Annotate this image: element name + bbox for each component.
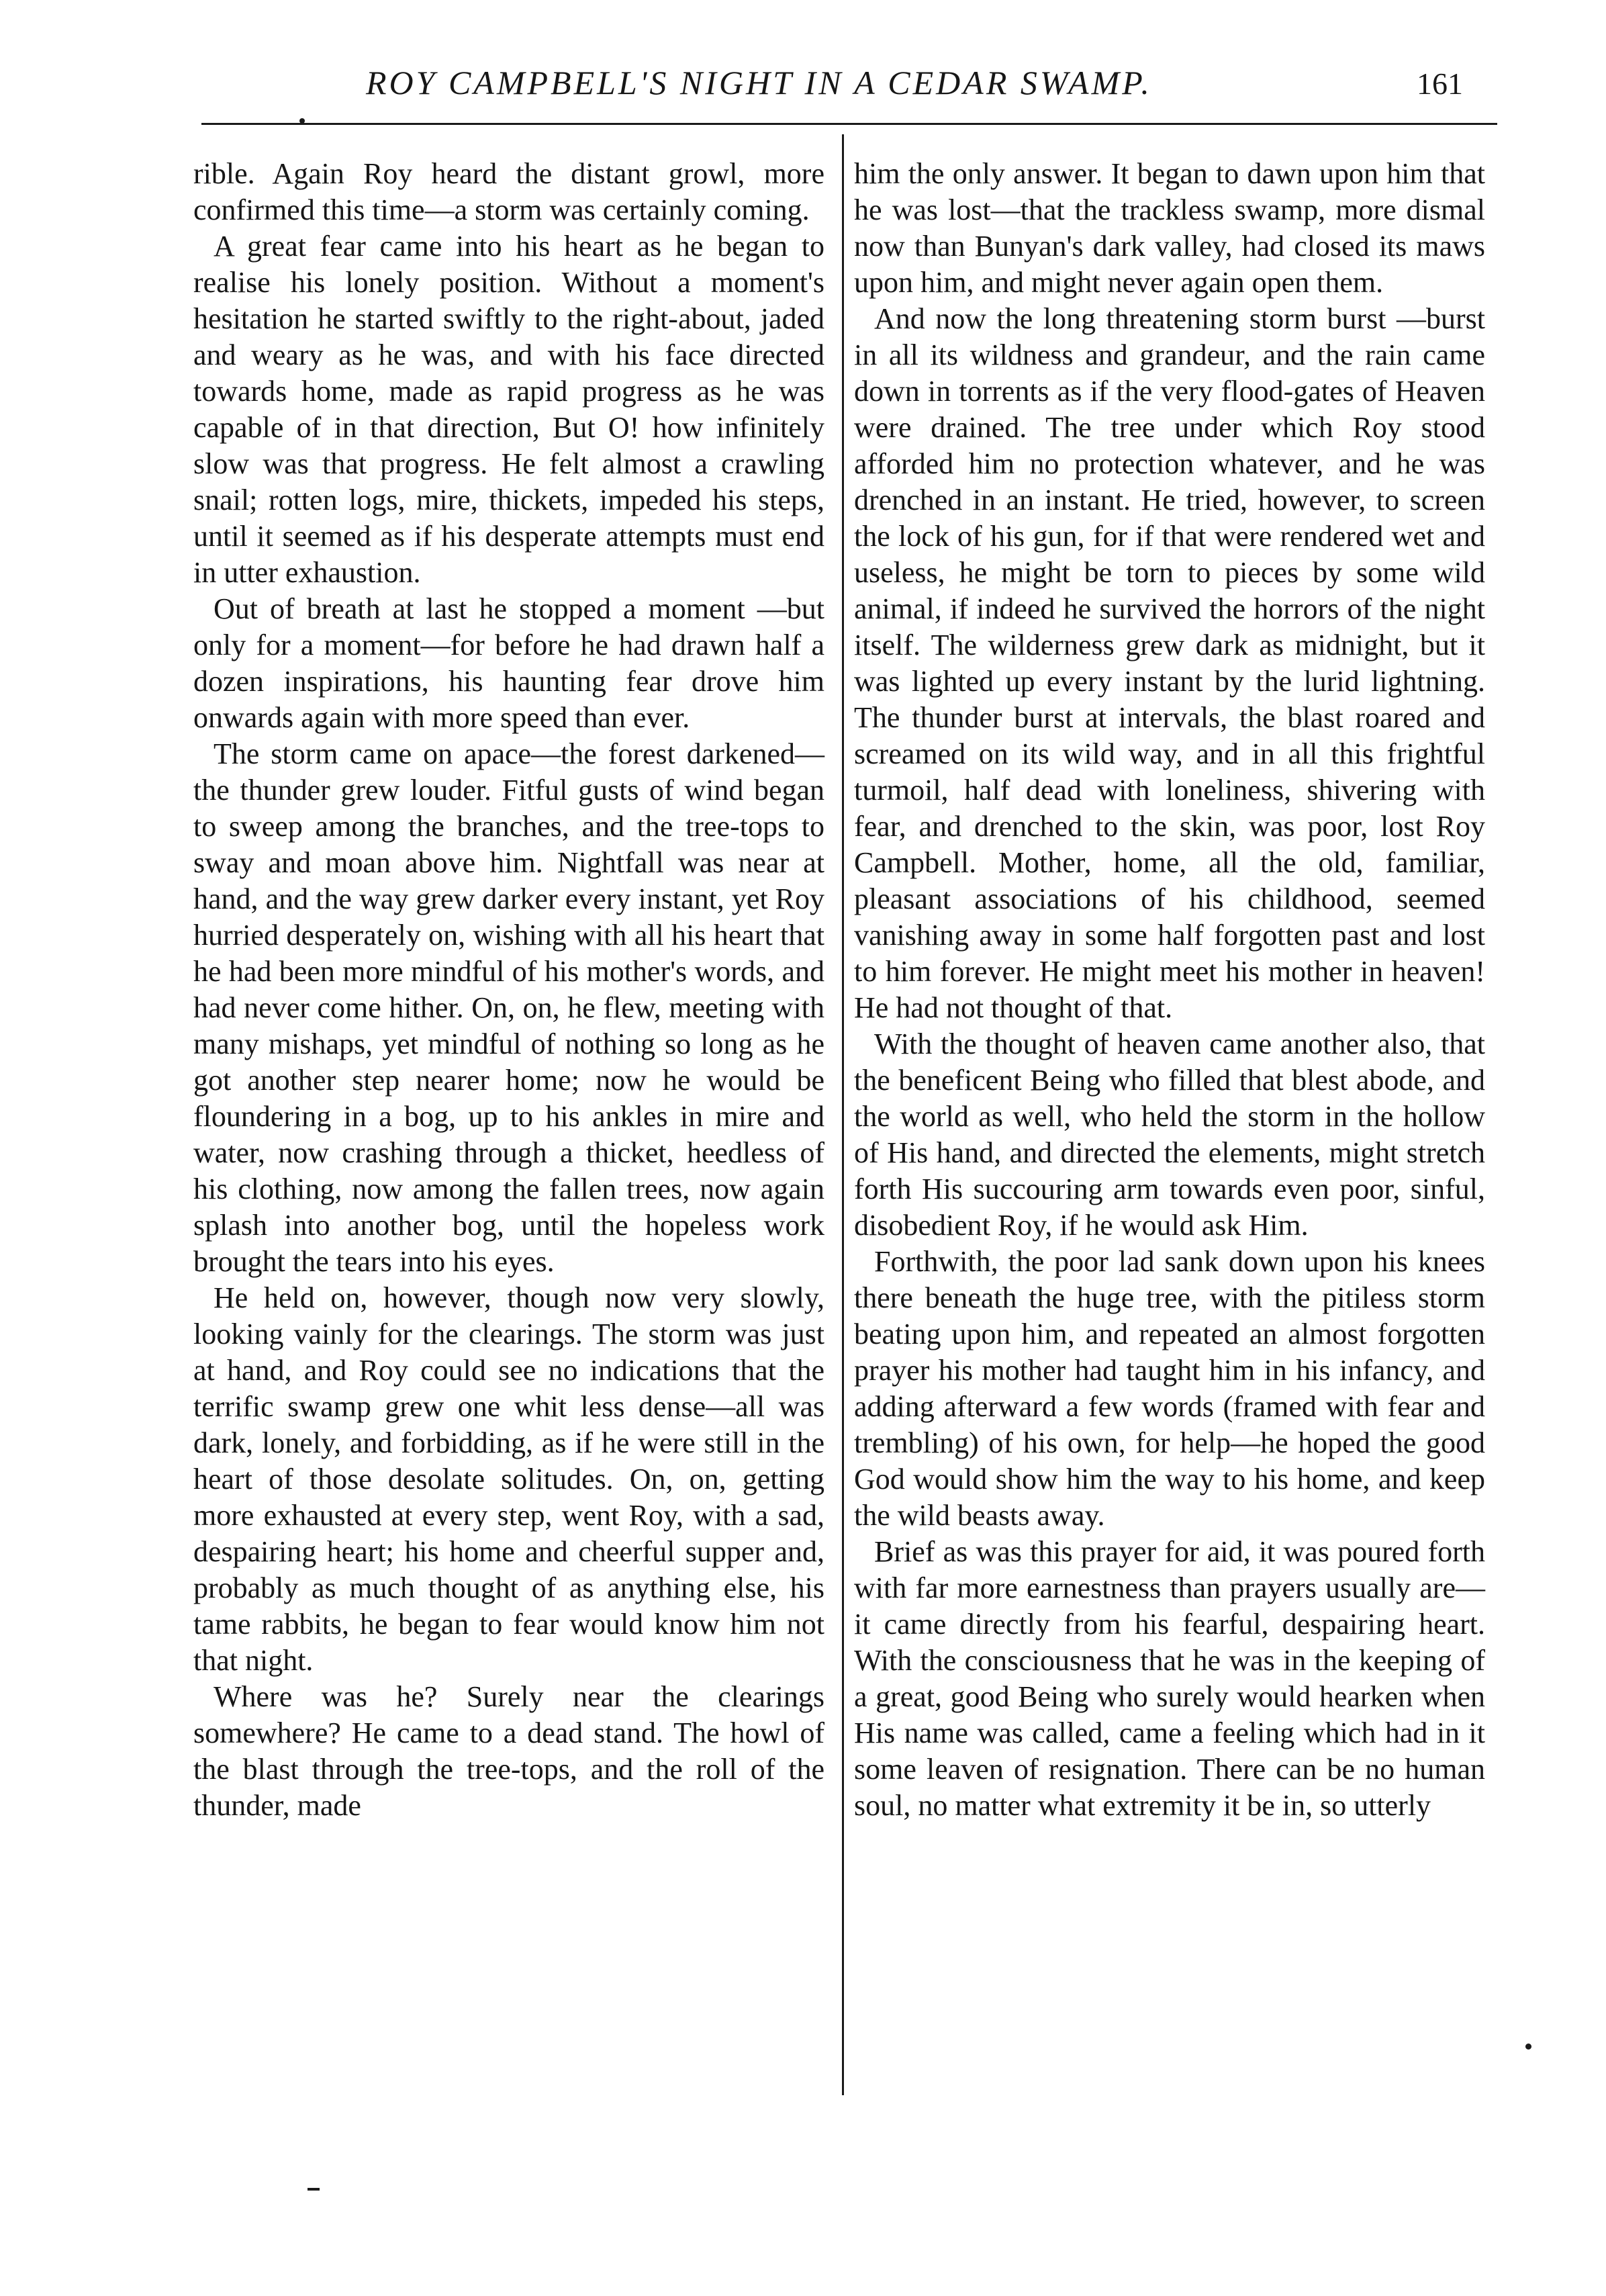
paragraph: him the only answer. It began to dawn upon him that he was lost—that the trackless swamp, more dismal now than Bunyan's dark valley, had closed its maws upon him, and might never again open them.: [854, 157, 1485, 299]
margin-ink-dash: [308, 2188, 320, 2191]
paragraph: Out of breath at last he stopped a moment —but only for a moment—for before he had drawn half a dozen inspirations, his haunting fear drove him onwards again with more speed than ever.: [193, 592, 824, 734]
header-rule: [201, 123, 1497, 125]
margin-ink-dot: [1525, 2044, 1531, 2050]
left-column: [193, 156, 824, 1824]
paragraph: And now the long threatening storm burst —burst in all its wildness and grandeur, and the rain came down in torrents as if the very flood-gates of Heaven were drained. The tree under which Roy stood afforded him no protection whatever, and he was drenched in an instant. He tried, however, to screen the lock of his gun, for if that were rendered wet and useless, he might be torn to pieces by some wild animal, if indeed he survived the horrors of the night itself. The wilderness grew dark as midnight, but it was lighted up every instant by the lurid lightning. The thunder burst at intervals, the blast roared and screamed on its wild way, and in all this frightful turmoil, half dead with loneliness, shivering with fear, and drenched to the skin, was poor, lost Roy Campbell. Mother, home, all the old, familiar, pleasant associations of his childhood, seemed vanishing away in some half forgotten past and lost to him forever. He might meet his mother in heaven! He had not thought of that.: [854, 302, 1485, 1024]
paragraph: He held on, however, though now very slowly, looking vainly for the clearings. The storm was just at hand, and Roy could see no indications that the terrific swamp grew one whit less dense—all was dark, lonely, and forbidding, as if he were still in the heart of those desolate solitudes. On, on, getting more exhausted at every step, went Roy, with a sad, despairing heart; his home and cheerful supper and, probably as much thought of as anything else, his tame rabbits, he began to fear would know him not that night.: [193, 1281, 824, 1677]
paragraph: Where was he? Surely near the clearings somewhere? He came to a dead stand. The howl of the blast through the tree-tops, and the roll of the thunder, made: [193, 1680, 824, 1822]
paragraph: Brief as was this prayer for aid, it was poured forth with far more earnestness than prayers usually are—it came directly from his fearful, despairing heart. With the consciousness that he was in the keeping of a great, good Being who surely would hearken when His name was called, came a feeling which had in it some leaven of resignation. There can be no human soul, no matter what extremity it be in, so utterly: [854, 1535, 1485, 1822]
running-header-title: ROY CAMPBELL'S NIGHT IN A CEDAR SWAMP.: [366, 64, 1152, 101]
paragraph: rible. Again Roy heard the distant growl, more confirmed this time—a storm was certainly coming.: [193, 157, 824, 226]
paragraph: The storm came on apace—the forest darkened—the thunder grew louder. Fitful gusts of wind began to sweep among the branches, and the tree-tops to sway and moan above him. Nightfall was near at hand, and the way grew darker every instant, yet Roy hurried desperately on, wishing with all his heart that he had been more mindful of his mother's words, and had never come hither. On, on, he flew, meeting with many mishaps, yet mindful of nothing so long as he got another step nearer home; now he would be floundering in a bog, up to his ankles in mire and water, now crashing through a thicket, heedless of his clothing, now among the fallen trees, now again splash into another bog, until the hopeless work brought the tears into his eyes.: [193, 737, 824, 1278]
paragraph: A great fear came into his heart as he began to realise his lonely position. Without a moment's hesitation he started swiftly to the right-about, jaded and weary as he was, and with his face directed towards home, made as rapid progress as he was capable of in that direction, But O! how infinitely slow was that progress. He felt almost a crawling snail; rotten logs, mire, thickets, impeded his steps, until it seemed as if his desperate attempts must end in utter exhaustion.: [193, 230, 824, 589]
paragraph: With the thought of heaven came another also, that the beneficent Being who filled that blest abode, and the world as well, who held the storm in the hollow of His hand, and directed the elements, might stretch forth His succouring arm towards even poor, sinful, disobedient Roy, if he would ask Him.: [854, 1027, 1485, 1242]
page-number: 161: [1417, 66, 1463, 101]
paragraph: Forthwith, the poor lad sank down upon his knees there beneath the huge tree, with the pitiless storm beating upon him, and repeated an almost forgotten prayer his mother had taught him in his infancy, and adding afterward a few words (framed with fear and trembling) of his own, for help—he hoped the good God would show him the way to his home, and keep the wild beasts away.: [854, 1245, 1485, 1532]
right-column: [854, 156, 1485, 1824]
column-divider: [842, 134, 844, 2095]
